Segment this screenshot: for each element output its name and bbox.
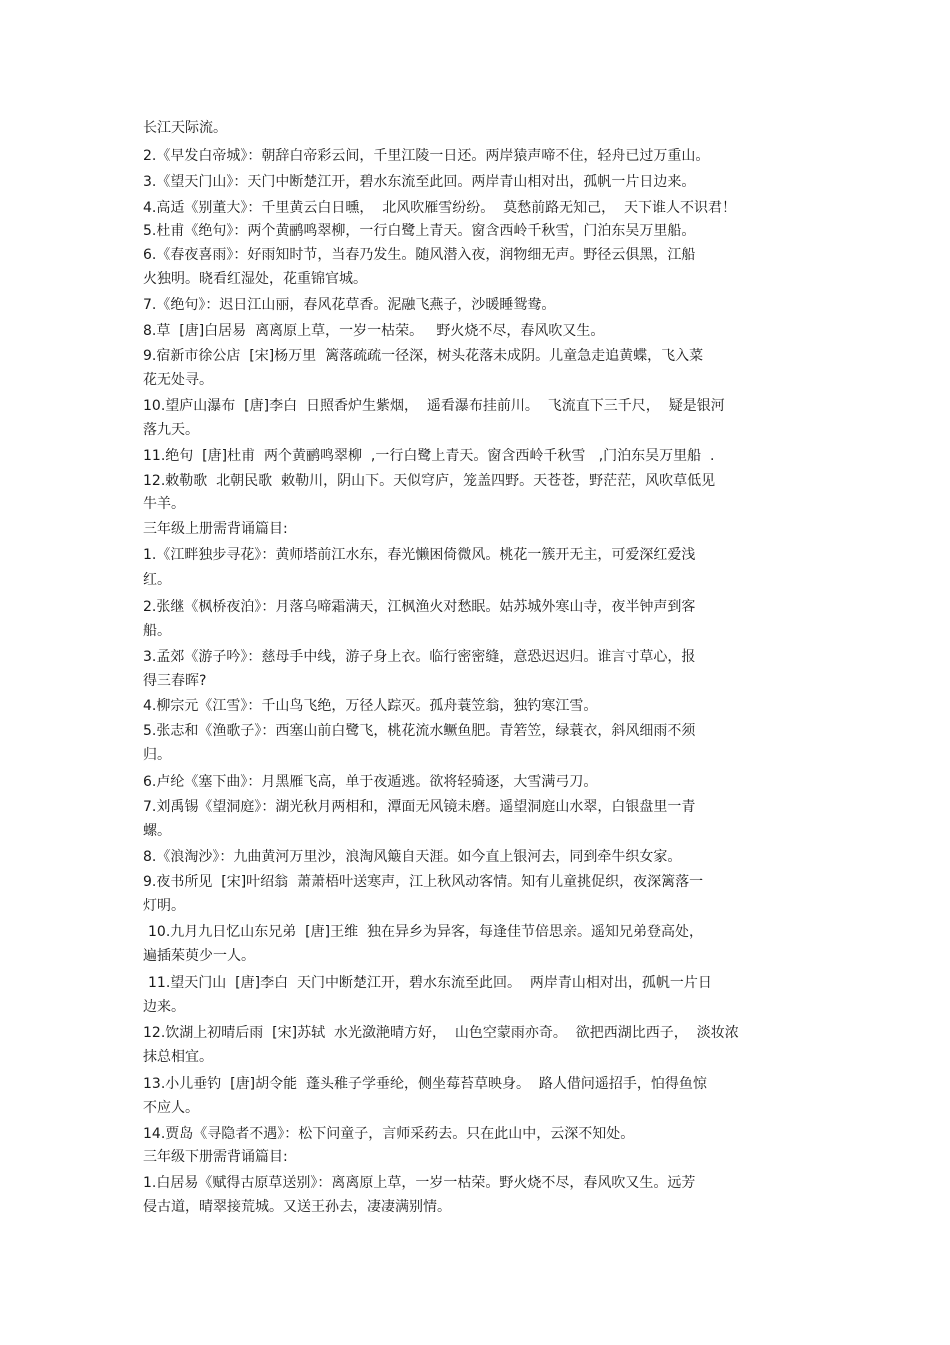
text-line: 落九天。 — [143, 422, 199, 438]
text-line: 牛羊。 — [143, 496, 185, 512]
text-line: 13.小儿垂钓 [唐]胡令能 蓬头稚子学垂纶，侧坐莓苔草映身。 路人借问遥招手，怕得鱼惊 — [143, 1076, 707, 1092]
text-line: 10.望庐山瀑布 [唐]李白 日照香炉生紫烟， 遥看瀑布挂前川。 飞流直下三千尺， 疑是银河 — [143, 398, 725, 414]
text-line: 抹总相宜。 — [143, 1049, 213, 1065]
text-line: 12.饮湖上初晴后雨 [宋]苏轼 水光潋滟晴方好， 山色空蒙雨亦奇。 欲把西湖比西子， 淡妆浓 — [143, 1025, 739, 1041]
section-heading: 三年级下册需背诵篇目: — [143, 1149, 288, 1165]
text-line: 12.敕勒歌 北朝民歌 敕勒川，阴山下。天似穹庐，笼盖四野。天苍苍，野茫茫，风吹草低见 — [143, 473, 716, 489]
text-line: 8.《浪淘沙》：九曲黄河万里沙，浪淘风簸自天涯。如今直上银河去，同到牵牛织女家。 — [143, 849, 682, 865]
text-line: 长江天际流。 — [143, 120, 227, 136]
text-line: 火独明。晓看红湿处，花重锦官城。 — [143, 271, 367, 287]
text-line: 遍插茱萸少一人。 — [143, 948, 255, 964]
text-line: 6.《春夜喜雨》：好雨知时节，当春乃发生。随风潜入夜，润物细无声。野径云俱黑，江船 — [143, 247, 696, 263]
text-line: 4.高适《别董大》：千里黄云白日曛， 北风吹雁雪纷纷。 莫愁前路无知己， 天下谁人不识君！ — [143, 200, 737, 216]
text-line: 14.贾岛《寻隐者不遇》：松下问童子，言师采药去。只在此山中，云深不知处。 — [143, 1126, 635, 1142]
text-line: 得三春晖? — [143, 673, 207, 689]
text-line: 8.草 [唐]白居易 离离原上草，一岁一枯荣。 野火烧不尽，春风吹又生。 — [143, 323, 605, 339]
text-line: 1.白居易《赋得古原草送别》：离离原上草，一岁一枯荣。野火烧不尽，春风吹又生。远芳 — [143, 1175, 696, 1191]
text-line: 5.张志和《渔歌子》：西塞山前白鹭飞，桃花流水鳜鱼肥。青箬笠，绿蓑衣，斜风细雨不须 — [143, 723, 696, 739]
text-line: 4.柳宗元《江雪》：千山鸟飞绝，万径人踪灭。孤舟蓑笠翁，独钓寒江雪。 — [143, 698, 598, 714]
text-line: 7.刘禹锡《望洞庭》：湖光秋月两相和，潭面无风镜未磨。遥望洞庭山水翠，白银盘里一青 — [143, 799, 696, 815]
text-line: 9.夜书所见 [宋]叶绍翁 萧萧梧叶送寒声，江上秋风动客情。知有儿童挑促织，夜深篱落一 — [143, 874, 704, 890]
text-line: 1.《江畔独步寻花》：黄师塔前江水东，春光懒困倚微风。桃花一簇开无主，可爱深红爱浅 — [143, 547, 696, 563]
text-line: 10.九月九日忆山东兄弟 [唐]王维 独在异乡为异客，每逢佳节倍思亲。遥知兄弟登高处， — [148, 924, 703, 940]
text-line: 11.望天门山 [唐]李白 天门中断楚江开，碧水东流至此回。 两岸青山相对出，孤帆一片日 — [148, 975, 712, 991]
text-line: 11.绝句 [唐]杜甫 两个黄鹂鸣翠柳 ,一行白鹭上青天。窗含西岭千秋雪 ,门泊东吴万里船 . — [143, 448, 715, 464]
text-line: 3.《望天门山》：天门中断楚江开，碧水东流至此回。两岸青山相对出，孤帆一片日边来。 — [143, 174, 696, 190]
text-line: 归。 — [143, 747, 171, 763]
text-line: 不应人。 — [143, 1100, 199, 1116]
text-line: 7.《绝句》：迟日江山丽，春风花草香。泥融飞燕子，沙暖睡鸳鸯。 — [143, 297, 556, 313]
text-line: 灯明。 — [143, 898, 185, 914]
text-line: 螺。 — [143, 823, 171, 839]
text-line: 红。 — [143, 572, 171, 588]
text-line: 船。 — [143, 623, 171, 639]
text-line: 2.张继《枫桥夜泊》：月落乌啼霜满天，江枫渔火对愁眠。姑苏城外寒山寺，夜半钟声到客 — [143, 599, 696, 615]
text-line: 5.杜甫《绝句》：两个黄鹂鸣翠柳，一行白鹭上青天。窗含西岭千秋雪，门泊东吴万里船。 — [143, 223, 696, 239]
text-line: 边来。 — [143, 999, 185, 1015]
text-line: 3.孟郊《游子吟》：慈母手中线，游子身上衣。临行密密缝，意恐迟迟归。谁言寸草心，报 — [143, 649, 696, 665]
text-line: 6.卢纶《塞下曲》：月黑雁飞高，单于夜遁逃。欲将轻骑逐，大雪满弓刀。 — [143, 774, 598, 790]
text-line: 花无处寻。 — [143, 372, 213, 388]
text-line: 2.《早发白帝城》：朝辞白帝彩云间，千里江陵一日还。两岸猿声啼不住，轻舟已过万重山。 — [143, 148, 710, 164]
text-line: 侵古道，晴翠接荒城。又送王孙去，凄凄满别情。 — [143, 1199, 451, 1215]
text-line: 9.宿新市徐公店 [宋]杨万里 篱落疏疏一径深，树头花落未成阴。儿童急走追黄蝶，飞入菜 — [143, 348, 704, 364]
section-heading: 三年级上册需背诵篇目: — [143, 521, 288, 537]
